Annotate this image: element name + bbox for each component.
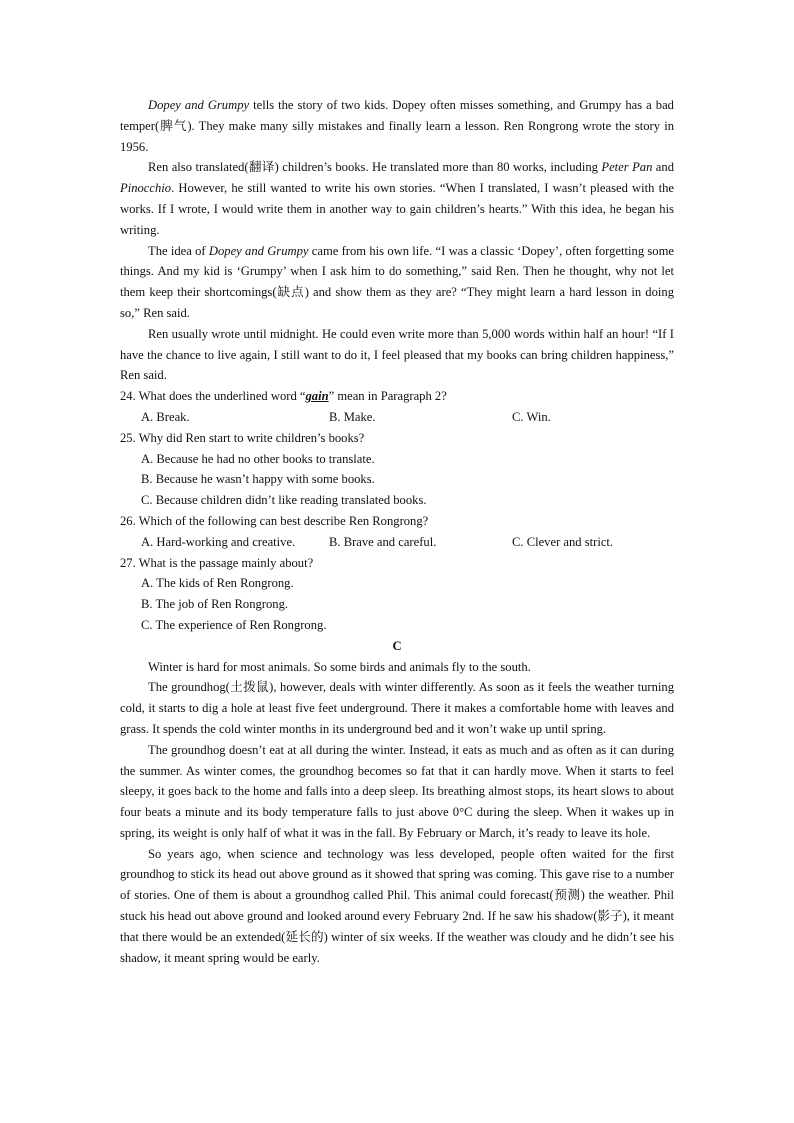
question-24-options [120,407,674,428]
option-c: C. Clever and strict. [512,534,614,549]
option-b: B. Brave and careful. [329,534,437,549]
option-b: B. Make. [329,409,376,424]
question-26: 26. Which of the following can best describe Ren Rongrong? [120,513,429,528]
paragraph-c3: The groundhog doesn’t eat at all during the winter. Instead, it eats as much and as often as it can during the summer. As winter comes, the groundhog becomes so fat that it can hardly move. When it starts to feel sleepy, it goes back to the home and falls into a deep sleep. Its breathing almost stops, its heart slows to about four beats a minute and its body temperature falls to just above 0°C during the sleep. When it wakes up in spring, its weight is only half of what it was in the fall. By February or March, it’s ready to leave its hole. [120,742,674,840]
question-24: 24. What does the underlined word “gain” mean in Paragraph 2? [120,389,447,404]
document-page [120,95,674,968]
question-25: 25. Why did Ren start to write children’s books? [120,430,365,445]
option-c: C. Win. [512,409,551,424]
option-c: C. Because children didn’t like reading translated books. [141,493,427,508]
paragraph-b3: The idea of Dopey and Grumpy came from his own life. “I was a classic ‘Dopey’, often forgetting some things. And my kid is ‘Grumpy’ when I ask him to do something,” said Ren. Then he thought, why not let them keep their shortcomings(缺点) and show them as they are? “They might learn a hard lesson in doing so,” Ren said. [120,243,674,320]
book-title: Peter Pan [601,160,653,175]
underlined-word: gain [305,389,329,404]
paragraph-c1: Winter is hard for most animals. So some birds and animals fly to the south. [148,659,531,674]
option-a: A. The kids of Ren Rongrong. [141,576,294,591]
option-a: A. Because he had no other books to translate. [141,451,375,466]
book-title: Pinocchio [120,181,172,196]
paragraph-c4: So years ago, when science and technology was less developed, people often waited for the first groundhog to stick its head out above ground as it showed that spring was coming. This gave rise to a number of stories. One of them is about a groundhog called Phil. This animal could forecast(预测) the weather. Phil stuck his head out above ground and looked around every February 2nd. If he saw his shadow(影子), it meant that there would be an extended(延长的) winter of six weeks. If the weather was cloudy and he didn’t see his shadow, it meant spring would be early. [120,846,674,965]
paragraph-b1: Dopey and Grumpy tells the story of two kids. Dopey often misses something, and Grumpy has a bad temper(脾气). They make many silly mistakes and finally learn a lesson. Ren Rongrong wrote the story in 1956. [120,98,674,154]
section-heading: C [392,638,402,653]
option-c: C. The experience of Ren Rongrong. [141,617,327,632]
paragraph-c2: The groundhog(土拨鼠), however, deals with winter differently. As soon as it feels the weather turning cold, it starts to dig a hole at least five feet underground. There it makes a comfortable home with leaves and grass. It spends the cold winter months in its underground bed and it won’t wake up until spring. [120,680,674,736]
book-title: Dopey and Grumpy [148,98,250,112]
paragraph-b4: Ren usually wrote until midnight. He could even write more than 5,000 words within half an hour! “If I have the chance to live again, I still want to do it, I feel pleased that my books can bring children happiness,” Ren said. [120,326,674,383]
question-26-options [120,532,674,553]
option-b: B. The job of Ren Rongrong. [141,597,289,612]
option-a: A. Break. [141,409,190,424]
option-b: B. Because he wasn’t happy with some books. [141,472,375,487]
book-title: Dopey and Grumpy [208,243,309,258]
option-a: A. Hard-working and creative. [141,534,296,549]
question-27: 27. What is the passage mainly about? [120,555,314,570]
paragraph-b2: Ren also translated(翻译) children’s books. He translated more than 80 works, including Peter Pan and Pinocchio. However, he still wanted to write his own stories. “When I translated, I wasn’t pleased with the works. If I wrote, I would write them in another way to gain children’s hearts.” With this idea, he began his writing. [120,160,674,237]
